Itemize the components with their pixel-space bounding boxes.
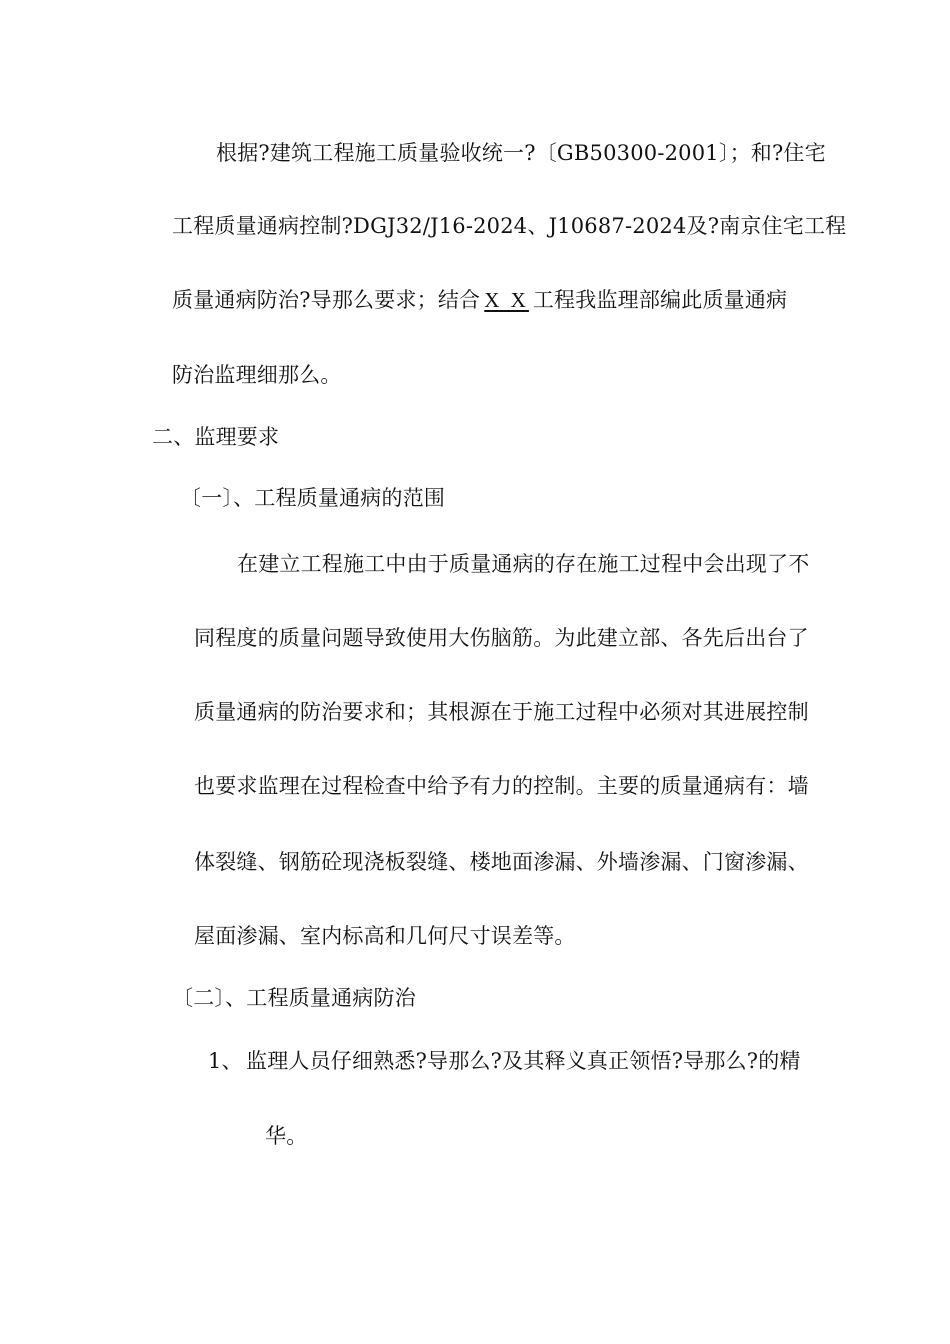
intro-line-1: 根据?建筑工程施工质量验收统一?〔GB50300-2001〕；和?住宅 (216, 141, 826, 165)
sub-one-heading: 〔一〕、工程质量通病的范围 (180, 486, 446, 510)
sub-one-para-line-1: 在建立工程施工中由于质量通病的存在施工过程中会出现了不 (237, 552, 810, 576)
sub-one-para-line-2: 同程度的质量问题导致使用大伤脑筋。为此建立部、各先后出台了 (194, 626, 809, 650)
sub-one-para-line-3: 质量通病的防治要求和；其根源在于施工过程中必须对其进展控制 (194, 700, 809, 724)
intro-line-3 (172, 286, 787, 314)
item-1-line-1: 监理人员仔细熟悉?导那么?及其释义真正领悟?导那么?的精 (246, 1049, 801, 1073)
sub-one-para-line-6: 屋面渗漏、室内标高和几何尺寸误差等。 (194, 924, 576, 948)
intro-line-3-end: 工程我监理部编此质量通病 (532, 288, 788, 312)
sub-two-heading: 〔二〕、工程质量通病防治 (172, 986, 416, 1010)
item-1-number: 1、 (208, 1049, 243, 1073)
intro-line-3-start: 质量通病防治?导那么要求；结合 (172, 288, 481, 312)
sub-one-para-line-5: 体裂缝、钢筋砼现浇板裂缝、楼地面渗漏、外墙渗漏、门窗渗漏、 (194, 850, 809, 874)
sub-one-para-line-4: 也要求监理在过程检查中给予有力的控制。主要的质量通病有：墙 (194, 774, 809, 798)
section-two-heading: 二、监理要求 (152, 425, 280, 449)
project-name-blank: X X (484, 288, 529, 312)
intro-line-4: 防治监理细那么。 (172, 363, 342, 387)
intro-line-2: 工程质量通病控制?DGJ32/J16-2024、J10687-2024及?南京住宅工程 (172, 214, 847, 238)
item-1-line-2: 华。 (265, 1124, 308, 1148)
